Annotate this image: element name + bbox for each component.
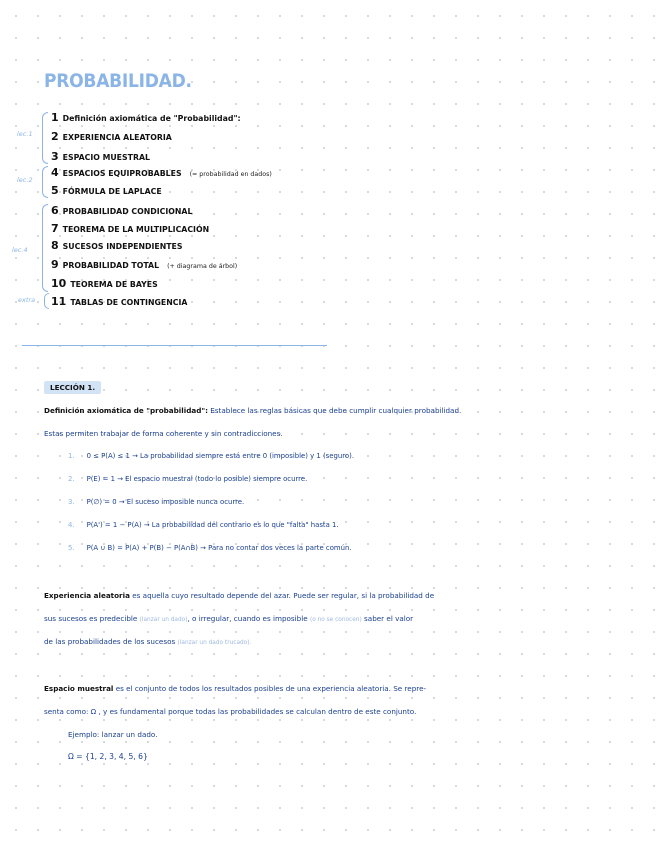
index-item-2: 2 EXPERIENCIA ALEATORIA — [51, 130, 172, 143]
espacio-line-1: Espacio muestral es el conjunto de todos los resultados posibles de una experiencia aleatoria. Se repre- — [44, 684, 427, 693]
index-item-9: 9 PROBABILIDAD TOTAL (+ diagrama de árbol) — [51, 258, 238, 271]
section-divider — [22, 345, 327, 346]
axiom-3: 3. P(∅) = 0 → El suceso imposible nunca ocurre. — [68, 498, 245, 506]
lesson-bracket-4 — [42, 204, 48, 292]
definition-line-2: Estas permiten trabajar de forma coherente y sin contradicciones. — [44, 429, 283, 438]
index-item-6: 6 PROBABILIDAD CONDICIONAL — [51, 204, 193, 217]
index-item-10: 10 TEOREMA DE BAYES — [51, 277, 158, 290]
axiom-1: 1. 0 ≤ P(A) ≤ 1 → La probabilidad siempre está entre 0 (imposible) y 1 (seguro). — [68, 452, 355, 460]
lesson-bracket-2 — [42, 166, 48, 198]
page-title: PROBABILIDAD. — [44, 70, 192, 92]
sample-space-set: Ω = {1, 2, 3, 4, 5, 6} — [68, 752, 148, 761]
index-item-4: 4 ESPACIOS EQUIPROBABLES (= probabilidad en dados) — [51, 166, 272, 179]
experiencia-line-3: de las probabilidades de los sucesos (lanzar un dado trucado). — [44, 637, 252, 646]
index-item-3: 3 ESPACIO MUESTRAL — [51, 150, 150, 163]
index-item-7: 7 TEOREMA DE LA MULTIPLICACIÓN — [51, 222, 210, 235]
espacio-line-2: senta como: Ω , y es fundamental porque todas las probabilidades se calculan dentro de este conjunto. — [44, 707, 417, 716]
lesson-label-4: lec.4 — [12, 246, 28, 254]
definition-line-1: Definición axiomática de "probabilidad": Establece las reglas básicas que debe cumplir cualquier probabilidad. — [44, 406, 462, 415]
axiom-2: 2. P(E) = 1 → El espacio muestral (todo lo posible) siempre ocurre. — [68, 475, 308, 483]
experiencia-line-2: sus sucesos es predecible (lanzar un dado), o irregular, cuando es imposible (o no se conocen) saber el valor — [44, 614, 414, 623]
example-line: Ejemplo: lanzar un dado. — [68, 730, 158, 739]
lesson-label-extra: extra — [18, 296, 36, 304]
experiencia-line-1: Experiencia aleatoria es aquella cuyo resultado depende del azar. Puede ser regular, si la probabilidad de — [44, 591, 435, 600]
lesson-label-2: lec.2 — [17, 176, 33, 184]
index-item-11: 11 TABLAS DE CONTINGENCIA — [51, 295, 188, 308]
lesson-bracket-extra — [44, 293, 49, 309]
axiom-4: 4. P(A') = 1 − P(A) → La probabilidad del contrario es lo que "falta" hasta 1. — [68, 521, 339, 529]
index-item-5: 5 FÓRMULA DE LAPLACE — [51, 184, 162, 197]
index-item-1: 1 Definición axiomática de "Probabilidad": — [51, 111, 241, 124]
axiom-5: 5. P(A ∪ B) = P(A) + P(B) − P(A∩B) → Para no contar dos veces la parte común. — [68, 544, 352, 552]
lesson-label-1: lec.1 — [17, 130, 33, 138]
lesson-bracket-1 — [42, 112, 48, 164]
index-item-8: 8 SUCESOS INDEPENDIENTES — [51, 239, 183, 252]
lesson-tag: LECCIÓN 1. — [44, 381, 101, 394]
